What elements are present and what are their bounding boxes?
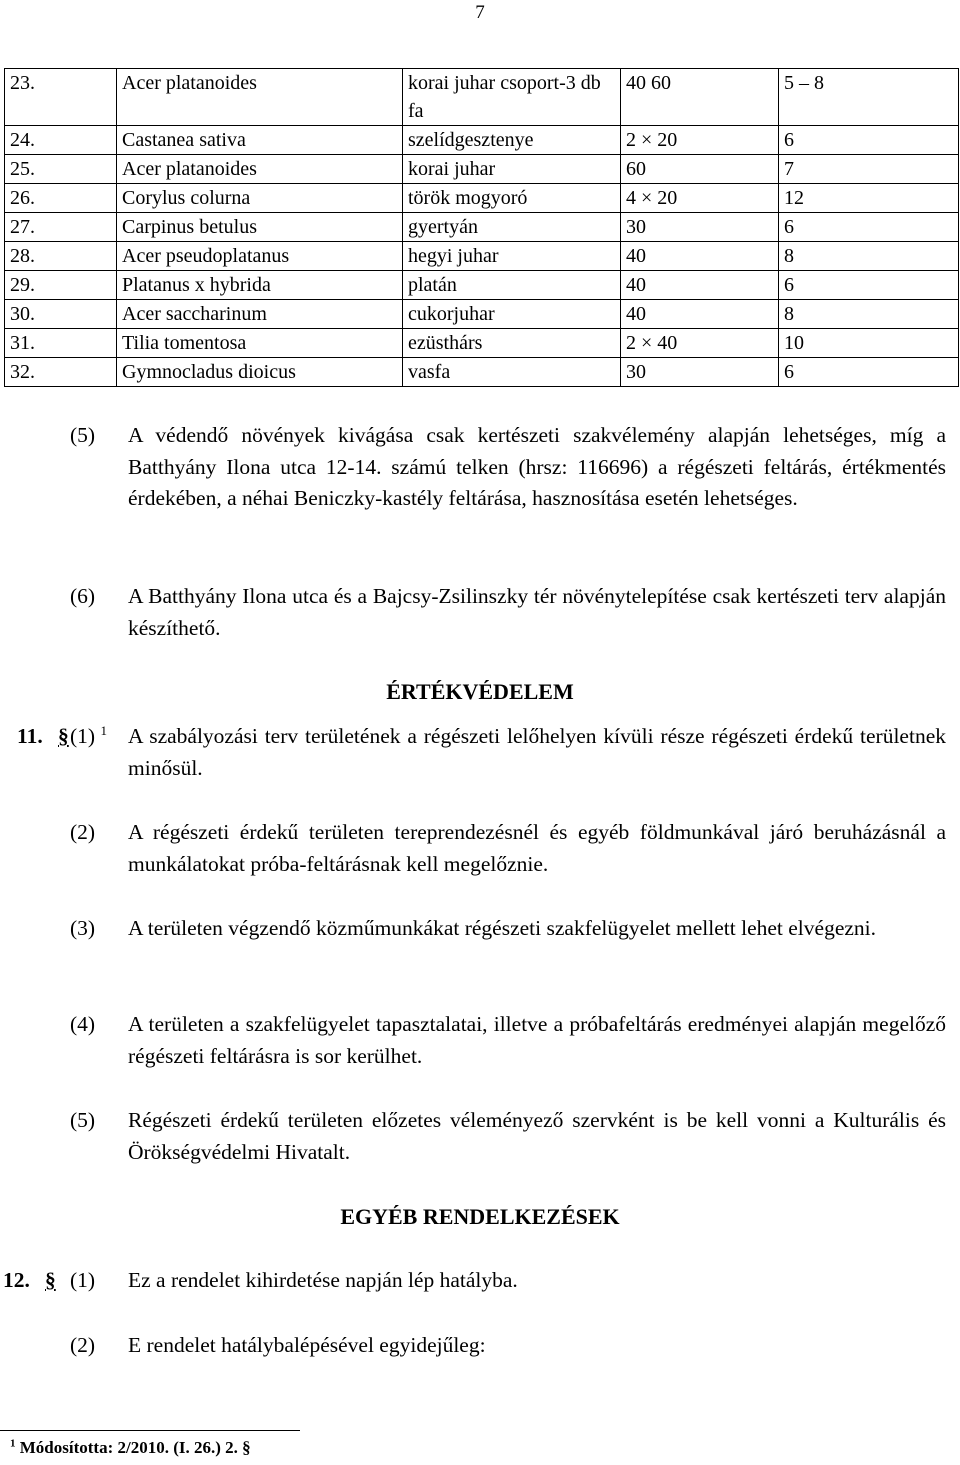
paragraph-12-1 [0,1265,960,1299]
paragraph-label: (2) [70,820,96,844]
cell-size: 40 [621,242,779,271]
paragraph-label: (1) [70,1268,96,1292]
section-number: 11. [17,724,43,748]
footnote-reference: 1 [100,722,107,738]
cell-latin-name: Acer platanoides [117,155,403,184]
cell-latin-name: Castanea sativa [117,126,403,155]
cell-hungarian-name: korai juhar csoport-3 db fa [403,69,621,126]
cell-latin-name: Tilia tomentosa [117,329,403,358]
cell-number: 32. [5,358,117,387]
cell-hungarian-name: szelídgesztenye [403,126,621,155]
paragraph-label: (1) [70,724,96,748]
paragraph-text: Ez a rendelet kihirdetése napján lép hatályba. [128,1268,518,1292]
cell-latin-name: Carpinus betulus [117,213,403,242]
paragraph-11-5 [0,1105,960,1175]
paragraph-11-2 [0,817,960,887]
table-row [5,329,959,358]
section-symbol: § [58,724,69,748]
cell-count: 6 [779,271,959,300]
cell-number: 26. [5,184,117,213]
footnote [10,1437,251,1459]
paragraph-label-with-footnote [70,721,107,753]
cell-count: 5 – 8 [779,69,959,126]
paragraph-text: A régészeti érdekű területen tereprendezésnél és egyéb földmunkával járó beruházásnál a munkálatokat próba-feltárásnak kell megelőznie. [128,820,946,876]
cell-hungarian-name: platán [403,271,621,300]
paragraph-label: (5) [70,1108,96,1132]
cell-size: 30 [621,213,779,242]
cell-number: 28. [5,242,117,271]
cell-hungarian-name: gyertyán [403,213,621,242]
cell-size: 4 × 20 [621,184,779,213]
paragraph-text: A területen végzendő közműmunkákat régészeti szakfelügyelet mellett lehet elvégezni. [128,916,877,940]
cell-size: 40 [621,271,779,300]
cell-hungarian-name: cukorjuhar [403,300,621,329]
cell-size: 60 [621,155,779,184]
cell-latin-name: Gymnocladus dioicus [117,358,403,387]
cell-number: 24. [5,126,117,155]
page-number: 7 [475,2,485,23]
cell-count: 10 [779,329,959,358]
section-heading-ertekvedelem: ÉRTÉKVÉDELEM [386,679,574,704]
cell-hungarian-name: török mogyoró [403,184,621,213]
cell-latin-name: Corylus colurna [117,184,403,213]
cell-hungarian-name: ezüsthárs [403,329,621,358]
paragraph-text: E rendelet hatálybalépésével egyidejűleg: [128,1333,486,1357]
paragraph-10-5 [0,420,960,520]
table-row [5,126,959,155]
paragraph-text: A szabályozási terv területének a régészeti lelőhelyen kívüli része régészeti érdekű területnek minősül. [128,724,946,780]
cell-latin-name: Platanus x hybrida [117,271,403,300]
paragraph-text: A területen a szakfelügyelet tapasztalatai, illetve a próbafeltárás eredményei alapján megelőző régészeti feltárásra is sor kerülhet. [128,1012,946,1068]
footnote-separator [0,1430,300,1431]
cell-size: 2 × 40 [621,329,779,358]
cell-size: 40 60 [621,69,779,126]
paragraph-11-3 [0,913,960,983]
cell-count: 8 [779,242,959,271]
paragraph-text: A védendő növények kivágása csak kertészeti szakvélemény alapján lehetséges, míg a Batthyány Ilona utca 12-14. számú telken (hrsz: 116696) a régészeti feltárás, értékmentés érdekében, a néhai Beniczky-kastély feltárása, hasznosítása esetén lehetséges. [128,423,946,510]
cell-latin-name: Acer pseudoplatanus [117,242,403,271]
cell-latin-name: Acer platanoides [117,69,403,126]
cell-number: 23. [5,69,117,126]
cell-hungarian-name: hegyi juhar [403,242,621,271]
cell-hungarian-name: vasfa [403,358,621,387]
table-row [5,213,959,242]
paragraph-12-2 [0,1330,960,1364]
cell-number: 29. [5,271,117,300]
paragraph-label: (4) [70,1012,96,1036]
table-row [5,300,959,329]
paragraph-text: Régészeti érdekű területen előzetes véleményező szervként is be kell vonni a Kulturális és Örökségvédelmi Hivatalt. [128,1108,946,1164]
cell-size: 30 [621,358,779,387]
cell-latin-name: Acer saccharinum [117,300,403,329]
cell-number: 30. [5,300,117,329]
cell-count: 6 [779,358,959,387]
table-row [5,184,959,213]
paragraph-label: (2) [70,1333,96,1357]
table-row [5,69,959,126]
footnote-number: 1 [10,1437,16,1450]
cell-count: 6 [779,213,959,242]
tree-table-body [5,69,959,387]
cell-count: 8 [779,300,959,329]
footnote-text: Módosította: 2/2010. (I. 26.) 2. § [19,1438,251,1457]
tree-table [4,68,959,387]
paragraph-11-4 [0,1009,960,1079]
paragraph-label: (6) [70,584,96,608]
paragraph-text: A Batthyány Ilona utca és a Bajcsy-Zsilinszky tér növénytelepítése csak kertészeti terv alapján készíthető. [128,584,946,640]
cell-number: 25. [5,155,117,184]
table-row [5,271,959,300]
section-heading-egyeb-rendelkezesek: EGYÉB RENDELKEZÉSEK [340,1204,620,1229]
cell-number: 27. [5,213,117,242]
cell-size: 2 × 20 [621,126,779,155]
paragraph-label: (3) [70,916,96,940]
table-row [5,242,959,271]
table-row [5,155,959,184]
paragraph-11-1 [0,721,960,791]
table-row [5,358,959,387]
cell-number: 31. [5,329,117,358]
paragraph-10-6 [0,581,960,651]
cell-size: 40 [621,300,779,329]
section-symbol: § [45,1268,56,1292]
cell-hungarian-name: korai juhar [403,155,621,184]
section-number: 12. [3,1268,30,1292]
cell-count: 7 [779,155,959,184]
cell-count: 12 [779,184,959,213]
paragraph-label: (5) [70,423,96,447]
cell-count: 6 [779,126,959,155]
